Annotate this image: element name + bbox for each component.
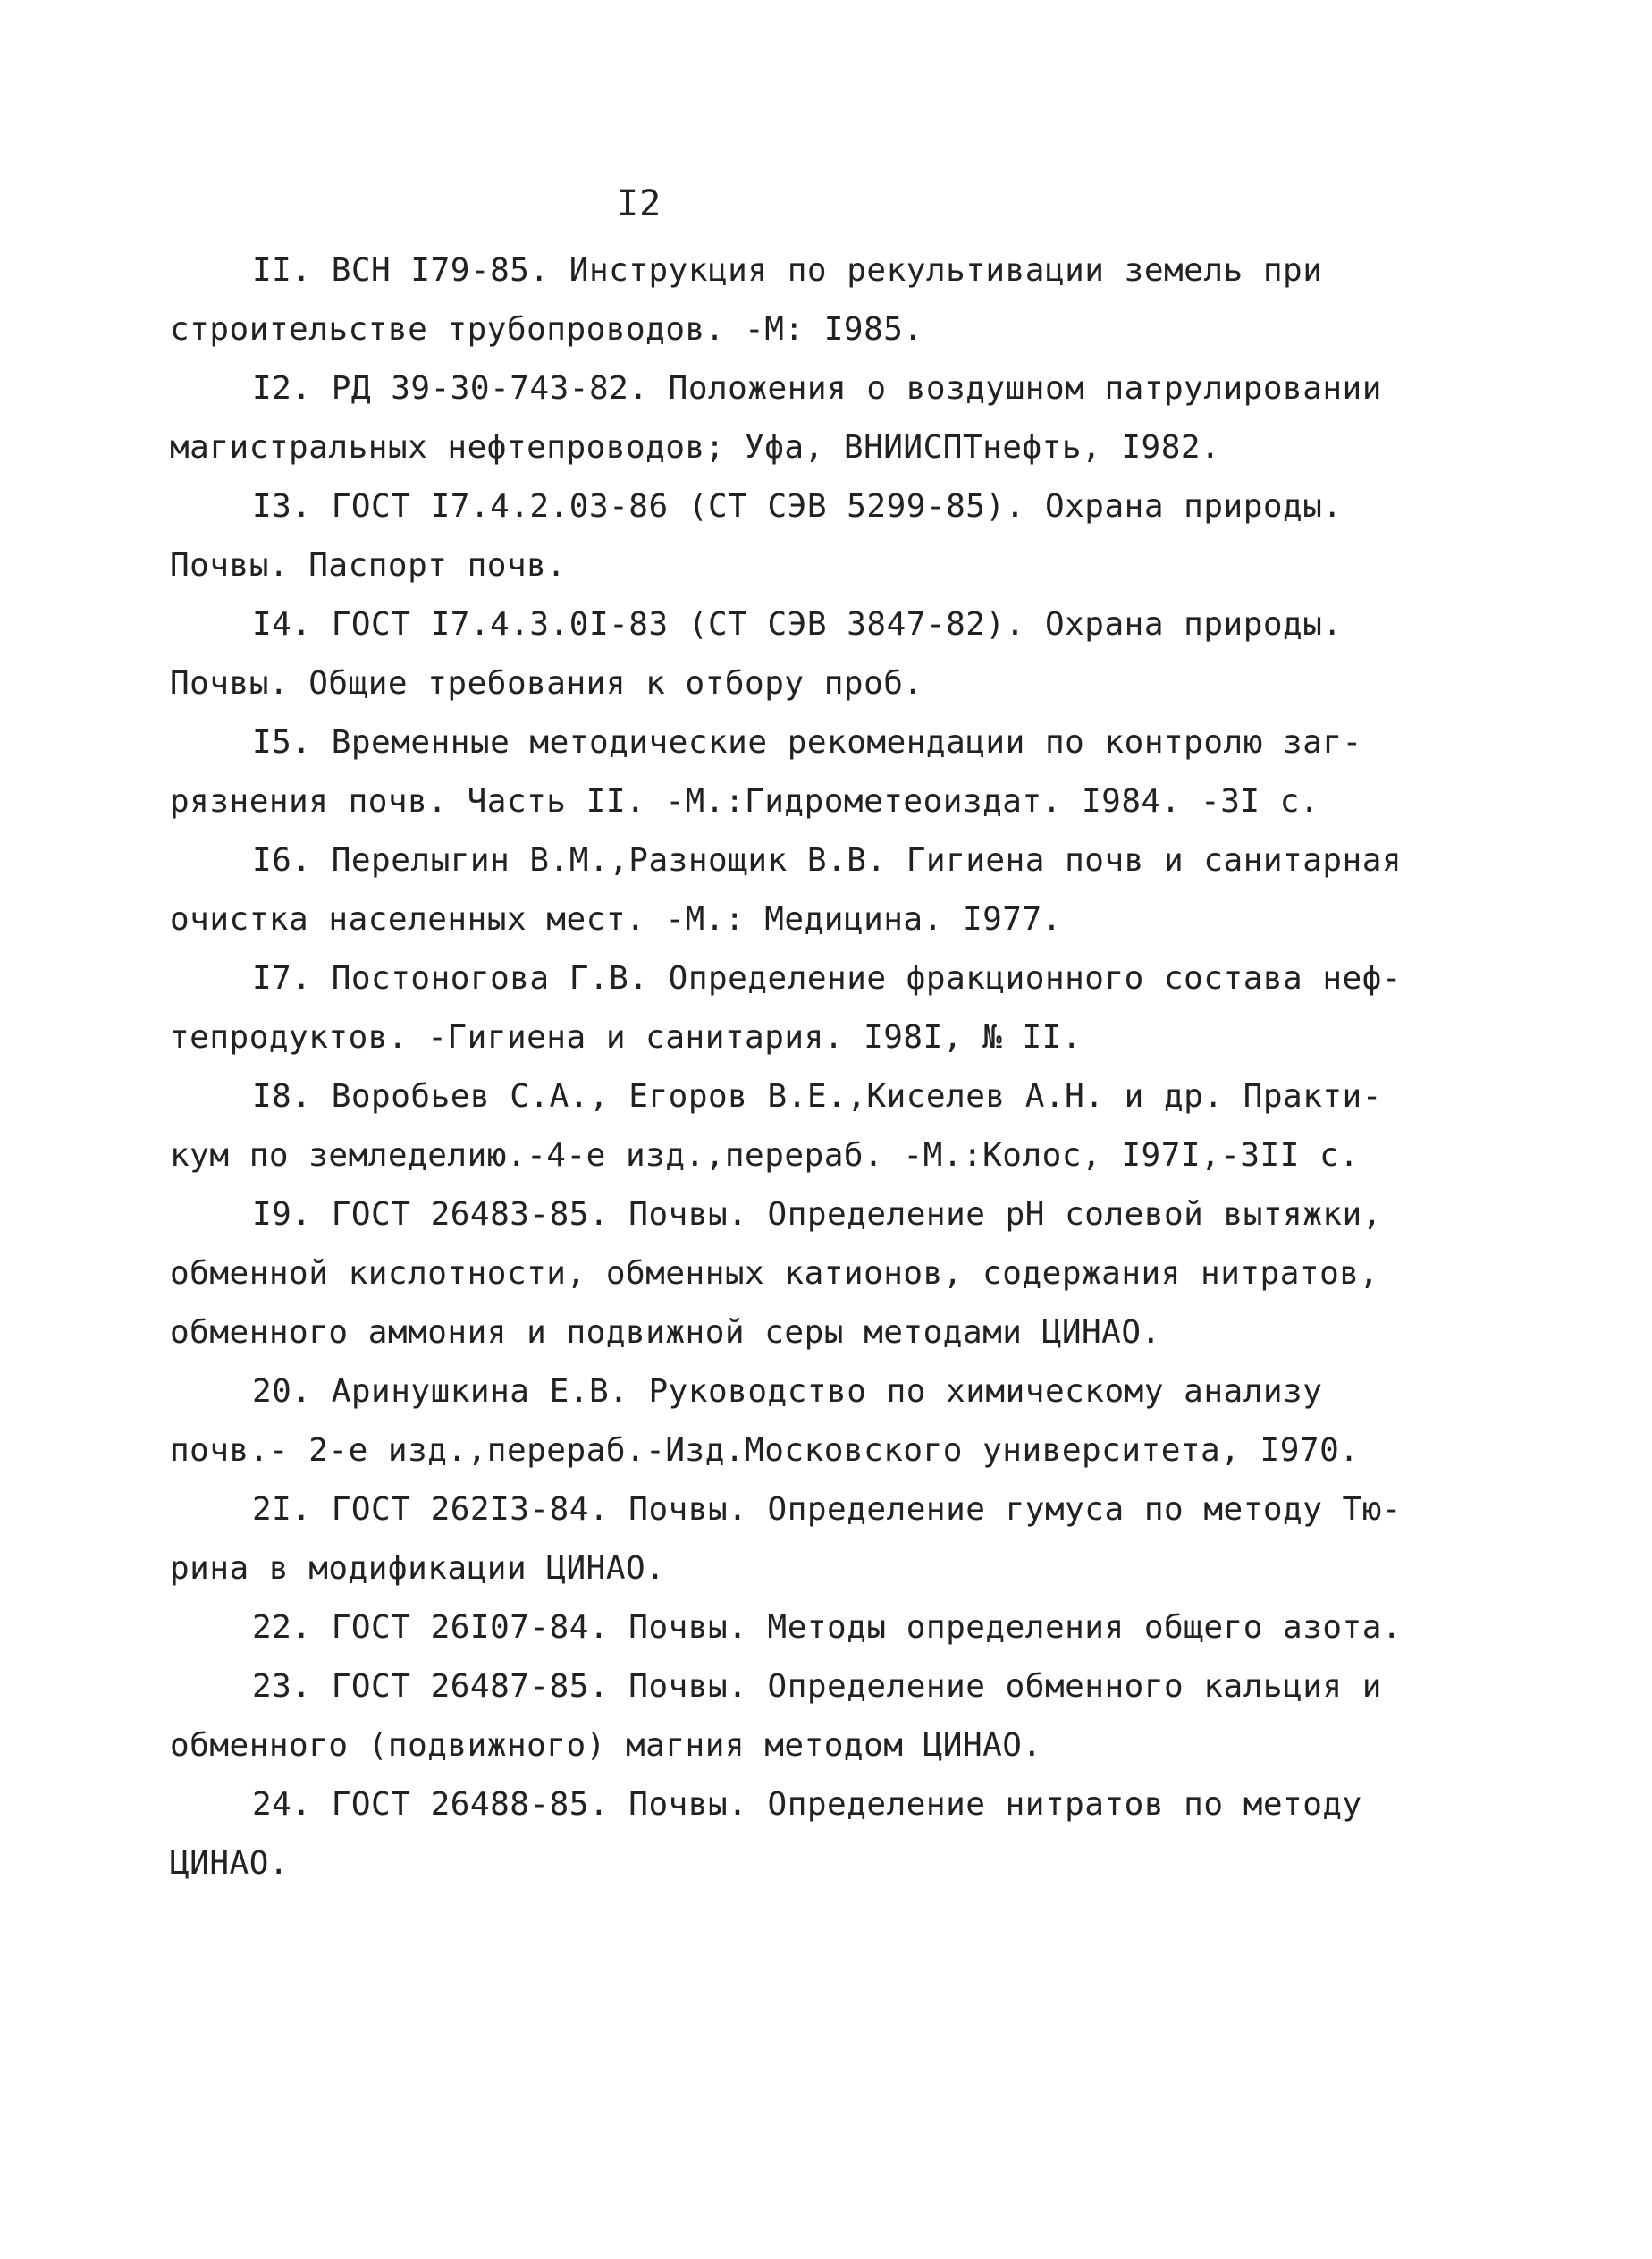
reference-line: 23. ГОСТ 26487-85. Почвы. Определение обменного кальция и [252, 1668, 1382, 1705]
reference-item [170, 241, 1332, 359]
reference-item [170, 359, 1382, 477]
reference-item [170, 949, 1403, 1067]
reference-line: обменной кислотности, обменных катионов, содержания нитратов, [170, 1255, 1379, 1292]
reference-line: I4. ГОСТ I7.4.3.0I-83 (СТ СЭВ 3847-82). Охрана природы. [252, 606, 1343, 643]
reference-line: рина в модификации ЦИНАО. [170, 1550, 666, 1587]
reference-item [170, 595, 1343, 713]
reference-line: I8. Воробьев С.А., Егоров В.Е.,Киселев А.Н. и др. Практи- [252, 1078, 1382, 1115]
reference-line: I9. ГОСТ 26483-85. Почвы. Определение рН солевой вытяжки, [252, 1196, 1382, 1233]
reference-line: I6. Перелыгин В.М.,Разнощик В.В. Гигиена почв и санитарная [252, 842, 1403, 879]
reference-line: кум по земледелию.-4-е изд.,перераб. -М.:Колос, I97I,-3II с. [170, 1137, 1360, 1174]
reference-item [170, 1185, 1382, 1362]
reference-item [170, 1362, 1360, 1480]
reference-line: II. ВСН I79-85. Инструкция по рекультивации земель при [252, 252, 1323, 289]
reference-line: I7. Постоногова Г.В. Определение фракционного состава неф- [252, 960, 1403, 997]
reference-line: I3. ГОСТ I7.4.2.03-86 (СТ СЭВ 5299-85). Охрана природы. [252, 488, 1343, 525]
reference-line: Почвы. Общие требования к отбору проб. [170, 665, 923, 702]
reference-line: 20. Аринушкина Е.В. Руководство по химическому анализу [252, 1373, 1323, 1410]
reference-line: I5. Временные методические рекомендации по контролю заг- [252, 724, 1362, 761]
reference-item [170, 1480, 1403, 1598]
reference-line: рязнения почв. Часть II. -М.:Гидрометеоиздат. I984. -3I с. [170, 783, 1320, 820]
reference-line: магистральных нефтепроводов; Уфа, ВНИИСПТнефть, I982. [170, 429, 1221, 466]
reference-item [170, 713, 1362, 831]
reference-line: тепродуктов. -Гигиена и санитария. I98I, № II. [170, 1019, 1082, 1056]
reference-line: 24. ГОСТ 26488-85. Почвы. Определение нитратов по методу [252, 1786, 1362, 1823]
reference-item [170, 1067, 1382, 1185]
reference-item [170, 1657, 1382, 1775]
reference-line: ЦИНАО. [170, 1845, 290, 1882]
reference-line: 2I. ГОСТ 262I3-84. Почвы. Определение гумуса по методу Тю- [252, 1491, 1403, 1528]
reference-line: обменного аммония и подвижной серы методами ЦИНАО. [170, 1314, 1161, 1351]
reference-line: I2. РД 39-30-743-82. Положения о воздушном патрулировании [252, 370, 1382, 407]
reference-line: почв.- 2-е изд.,перераб.-Изд.Московского университета, I970. [170, 1432, 1360, 1469]
page-number: I2 [617, 183, 662, 224]
reference-line: строительстве трубопроводов. -М: I985. [170, 311, 923, 348]
reference-list [170, 241, 1403, 1893]
reference-line: Почвы. Паспорт почв. [170, 547, 567, 584]
reference-item [170, 831, 1403, 949]
reference-item [170, 1598, 1403, 1657]
reference-line: очистка населенных мест. -М.: Медицина. I977. [170, 901, 1062, 938]
reference-line: 22. ГОСТ 26I07-84. Почвы. Методы определения общего азота. [252, 1609, 1403, 1646]
reference-line: обменного (подвижного) магния методом ЦИНАО. [170, 1727, 1042, 1764]
reference-item [170, 1775, 1362, 1893]
reference-item [170, 477, 1343, 595]
